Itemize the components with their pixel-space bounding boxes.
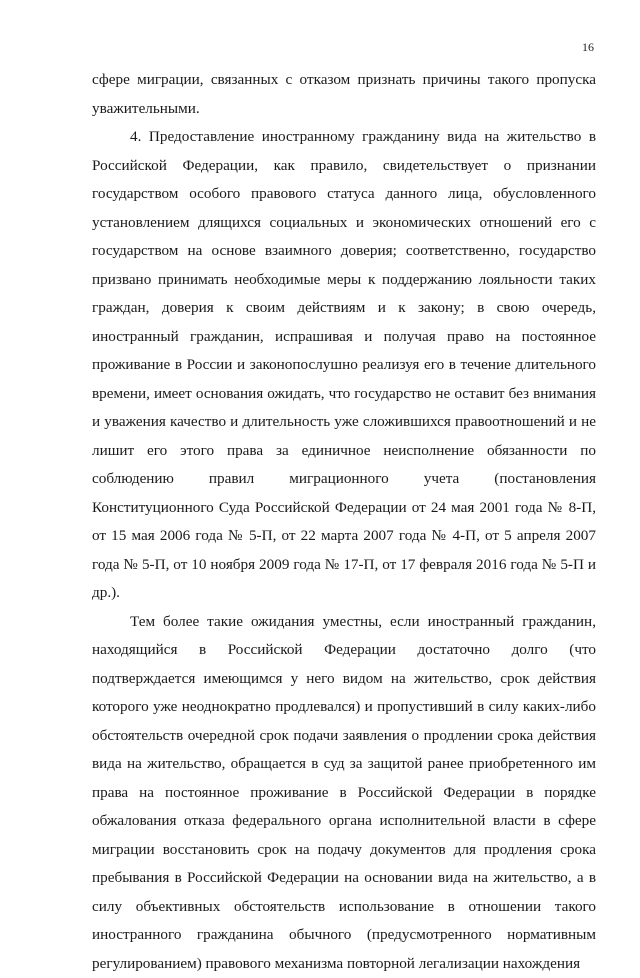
document-body [92,66,596,978]
paragraph-item-4: 4. Предоставление иностранному гражданину вида на жительство в Российской Федерации, как правило, свидетельствует о признании государством особого правового статуса данного лица, обусловленного установлением длящихся социальных и экономических отношений его с государством на основе взаимного доверия; соответственно, государство призвано принимать необходимые меры к поддержанию лояльности таких граждан, доверия к своим действиям и к закону; в свою очередь, иностранный гражданин, испрашивая и получая право на постоянное проживание в России и законопослушно реализуя его в течение длительного времени, имеет основания ожидать, что государство не оставит без внимания и уважения качество и длительность уже сложившихся правоотношений и не лишит его этого права за единичное неисполнение обязанности по соблюдению правил миграционного учета (постановления Конституционного Суда Российской Федерации от 24 мая 2001 года № 8-П, от 15 мая 2006 года № 5-П, от 22 марта 2007 года № 4-П, от 5 апреля 2007 года № 5-П, от 10 ноября 2009 года № 17-П, от 17 февраля 2016 года № 5-П и др.). [92,123,596,608]
paragraph-continuation: сфере миграции, связанных с отказом признать причины такого пропуска уважительными. [92,66,596,123]
paragraph-expectations: Тем более такие ожидания уместны, если иностранный гражданин, находящийся в Российской Федерации достаточно долго (что подтверждается имеющимся у него видом на жительство, срок действия которого уже неоднократно продлевался) и пропустивший в силу каких-либо обстоятельств очередной срок подачи заявления о продлении срока действия вида на жительство, обращается в суд за защитой ранее приобретенного им права на постоянное проживание в Российской Федерации в порядке обжалования отказа федерального органа исполнительной власти в сфере миграции восстановить срок на подачу документов для продления срока пребывания в Российской Федерации на основании вида на жительство, а в силу объективных обстоятельств использование в отношении такого иностранного гражданина обычного (предусмотренного нормативным регулированием) правового механизма повторной легализации нахождения [92,608,596,978]
page-number: 16 [582,40,594,55]
